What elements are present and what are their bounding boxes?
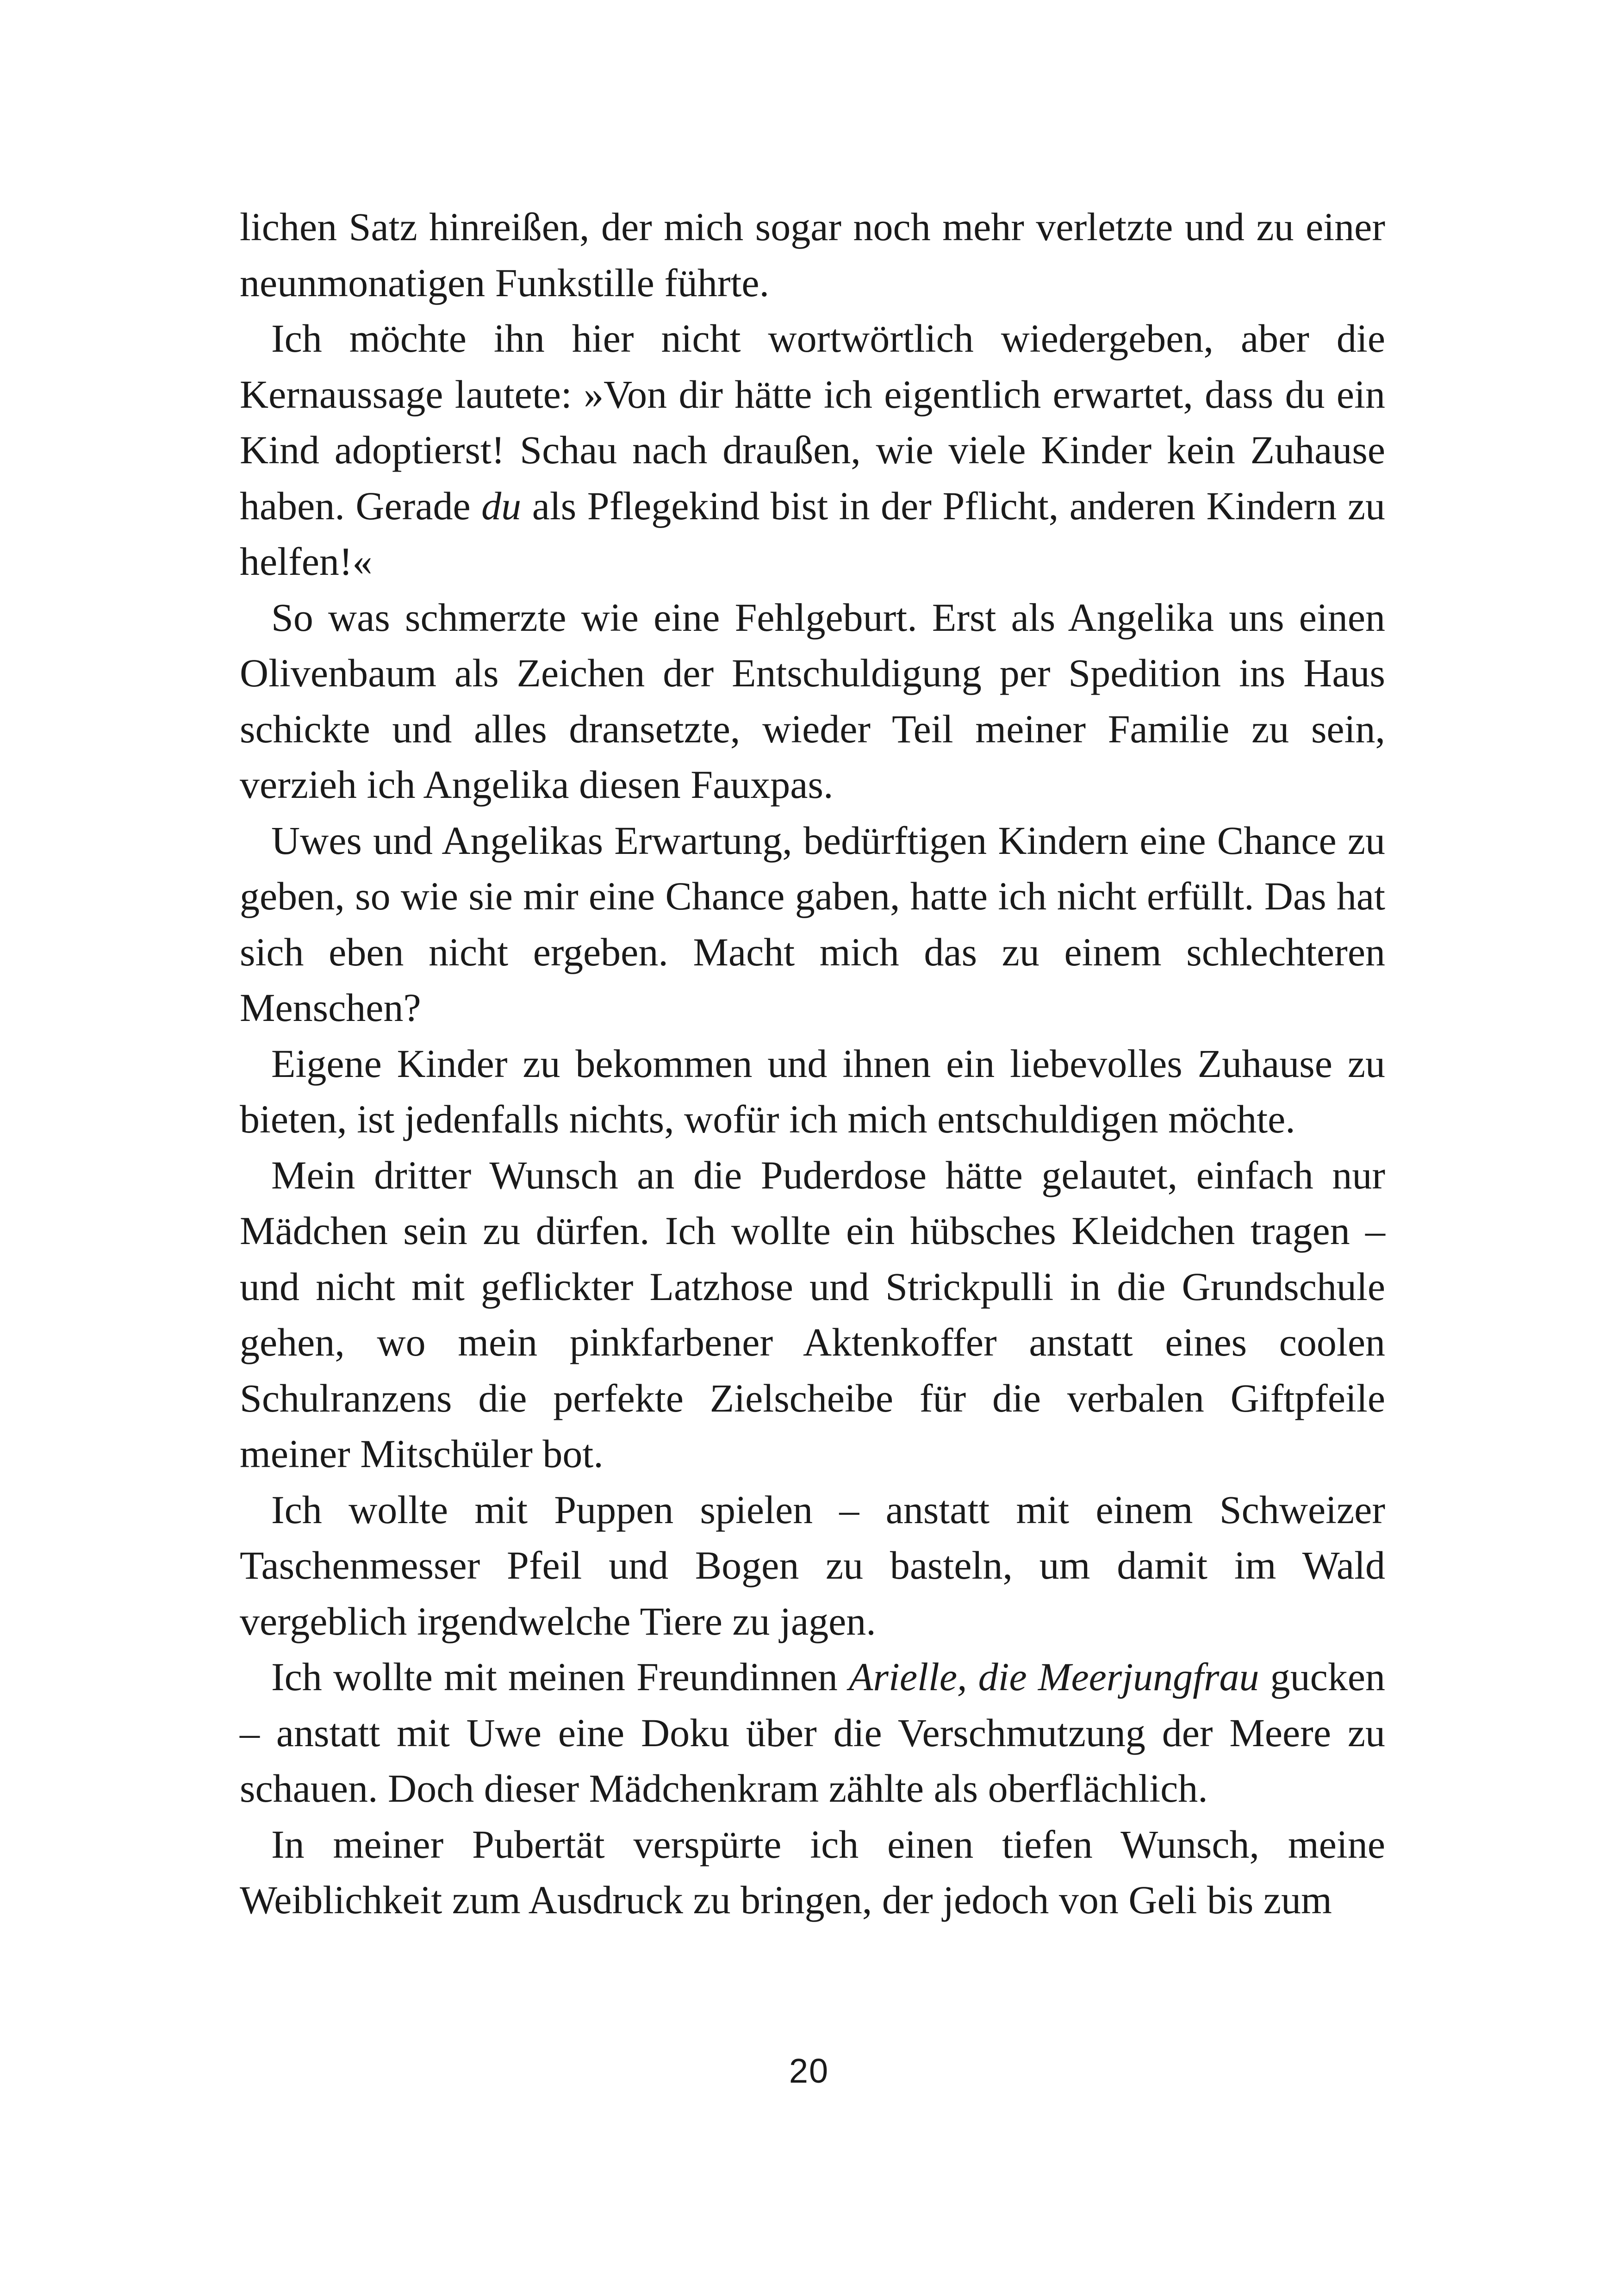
paragraph bbox=[240, 311, 1385, 590]
paragraph bbox=[240, 1817, 1385, 1928]
paragraph-text: Uwes und Angelikas Erwartung, bedürftigen Kindern eine Chance zu geben, so wie sie mir eine Chance gaben, hatte ich nicht erfüllt. Das hat sich eben nicht ergeben. Macht mich das zu einem schlechteren Menschen? bbox=[240, 818, 1385, 1030]
paragraph-text: In meiner Pubertät verspürte ich einen tiefen Wunsch, meine Weiblichkeit zum Ausdruck zu bringen, der jedoch von Geli bis zum bbox=[240, 1822, 1385, 1922]
paragraph bbox=[240, 813, 1385, 1036]
paragraph bbox=[240, 199, 1385, 311]
paragraph-text: lichen Satz hinreißen, der mich sogar noch mehr verletzte und zu einer neunmonatigen Funkstille führte. bbox=[240, 205, 1385, 305]
paragraph-text: Ich wollte mit Puppen spielen – anstatt mit einem Schweizer Taschenmesser Pfeil und Bogen zu basteln, um damit im Wald vergeblich irgendwelche Tiere zu jagen. bbox=[240, 1487, 1385, 1643]
paragraph-text: So was schmerzte wie eine Fehlgeburt. Erst als Angelika uns einen Olivenbaum als Zeichen der Entschuldigung per Spedition ins Haus schickte und alles dransetzte, wieder Teil meiner Familie zu sein, verzieh ich Angelika diesen Fauxpas. bbox=[240, 595, 1385, 807]
paragraph-text: Mein dritter Wunsch an die Puderdose hätte gelautet, einfach nur Mädchen sein zu dürfen. Ich wollte ein hübsches Kleidchen tragen – und nicht mit geflickter Latzhose und Strickpulli in die Grundschule gehen, wo mein pinkfarbener Aktenkoffer anstatt eines coolen Schulranzens die perfekte Zielscheibe für die verbalen Giftpfeile meiner Mitschüler bot. bbox=[240, 1152, 1385, 1476]
paragraph bbox=[240, 590, 1385, 813]
paragraph-text: Eigene Kinder zu bekommen und ihnen ein liebevolles Zuhause zu bieten, ist jedenfalls nichts, wofür ich mich entschuldigen möchte. bbox=[240, 1041, 1385, 1141]
paragraph bbox=[240, 1036, 1385, 1147]
paragraph-text: Ich wollte mit meinen Freundinnen bbox=[271, 1655, 849, 1699]
paragraph bbox=[240, 1147, 1385, 1482]
page-number: 20 bbox=[789, 2052, 829, 2090]
body-text bbox=[240, 199, 1385, 1928]
paragraph bbox=[240, 1649, 1385, 1817]
paragraph bbox=[240, 1482, 1385, 1649]
emphasis: du bbox=[481, 483, 522, 528]
paragraph-text: Ich möchte ihn hier nicht wortwörtlich wiedergeben, aber die Kernaussage lautete: »Von dir hätte ich eigentlich erwartet, dass du ein Kind adoptierst! Schau nach draußen, wie viele Kinder kein Zuhause haben. Gerade bbox=[240, 316, 1385, 528]
emphasis: Arielle, die Meerjungfrau bbox=[848, 1655, 1259, 1699]
paragraph-text: als Pflegekind bist in der Pflicht, anderen Kindern zu helfen!« bbox=[240, 483, 1385, 584]
paragraph-text: gucken – anstatt mit Uwe eine Doku über die Verschmutzung der Meere zu schauen. Doch dieser Mädchenkram zählte als oberflächlich. bbox=[240, 1655, 1386, 1811]
